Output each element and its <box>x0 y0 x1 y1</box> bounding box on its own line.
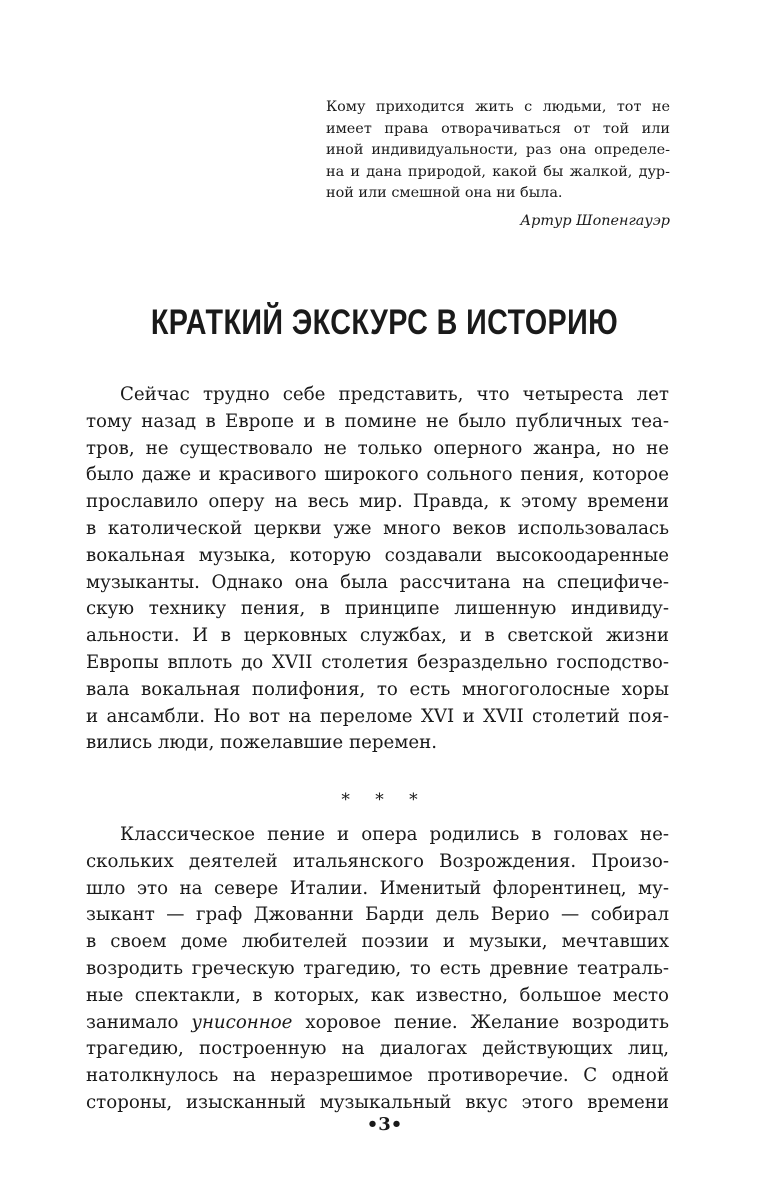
text-line: скольких деятелей итальянского Возрождения. Произо- <box>86 850 669 872</box>
text-line: в своем доме любителей поэзии и музыки, мечтавших <box>86 931 669 953</box>
text-line: Сейчас трудно себе представить, что четыреста лет <box>120 384 669 405</box>
text-line: Европы вплоть до XVII столетия безраздельно господство- <box>86 651 669 673</box>
epigraph-author: Артур Шопенгауэр <box>520 212 670 229</box>
text-line: было даже и красивого широкого сольного пения, которое <box>86 464 669 486</box>
text-segment: хоровое пение. Желание возродить <box>292 1011 669 1033</box>
text-line: вокальная музыка, которую создавали высокоодаренные <box>86 544 669 566</box>
epigraph-line: на и дана природой, какой бы жалкой, дур- <box>326 163 670 180</box>
text-line: альности. И в церковных службах, и в светской жизни <box>86 625 669 647</box>
italic-term: унисонное <box>191 1011 293 1033</box>
text-line: шло это на севере Италии. Именитый флорентинец, му- <box>86 877 669 899</box>
paragraph-1 <box>86 382 669 757</box>
text-line: стороны, изысканный музыкальный вкус этого времени <box>86 1091 669 1113</box>
epigraph-line: иной индивидуальности, раз она определе- <box>326 142 670 159</box>
text-line-with-italic <box>86 1010 669 1037</box>
page-number: •3• <box>366 1114 403 1135</box>
text-line: прославило оперу на весь мир. Правда, к этому времени <box>86 491 669 513</box>
section-separator: * * * <box>341 790 428 810</box>
epigraph-line: ной или смешной она ни была. <box>326 185 563 202</box>
text-line: в католической церкви уже много веков использовалась <box>86 517 669 539</box>
text-line: трагедию, построенную на диалогах действующих лиц, <box>86 1038 669 1060</box>
text-line: музыканты. Однако она была рассчитана на специфиче- <box>86 571 669 593</box>
epigraph-line: имеет права отворачиваться от той или <box>326 120 670 137</box>
text-line: Классическое пение и опера родились в головах не- <box>120 824 669 845</box>
text-line: зыкант — граф Джованни Барди дель Верио — собирал <box>86 904 669 926</box>
text-line: скую технику пения, в принципе лишенную индивиду- <box>86 598 669 620</box>
text-line: тому назад в Европе и в помине не было публичных теа- <box>86 410 669 432</box>
text-segment: занимало <box>86 1011 192 1033</box>
text-line: ные спектакли, в которых, как известно, большое место <box>86 984 669 1006</box>
epigraph-line: Кому приходится жить с людьми, тот не <box>326 99 670 115</box>
text-line: вала вокальная полифония, то есть многоголосные хоры <box>86 678 669 700</box>
paragraph-2 <box>86 822 669 1117</box>
text-line: вились люди, пожелавшие перемен. <box>86 732 438 754</box>
text-line: тров, не существовало не только оперного жанра, но не <box>86 437 669 459</box>
text-line: возродить греческую трагедию, то есть древние театраль- <box>86 957 669 979</box>
epigraph <box>326 97 670 233</box>
text-line: натолкнулось на неразрешимое противоречие. С одной <box>86 1065 669 1087</box>
text-line: и ансамбли. Но вот на переломе XVI и XVII столетий поя- <box>86 705 669 727</box>
chapter-heading: КРАТКИЙ ЭКСКУРС В ИСТОРИЮ <box>150 303 619 342</box>
